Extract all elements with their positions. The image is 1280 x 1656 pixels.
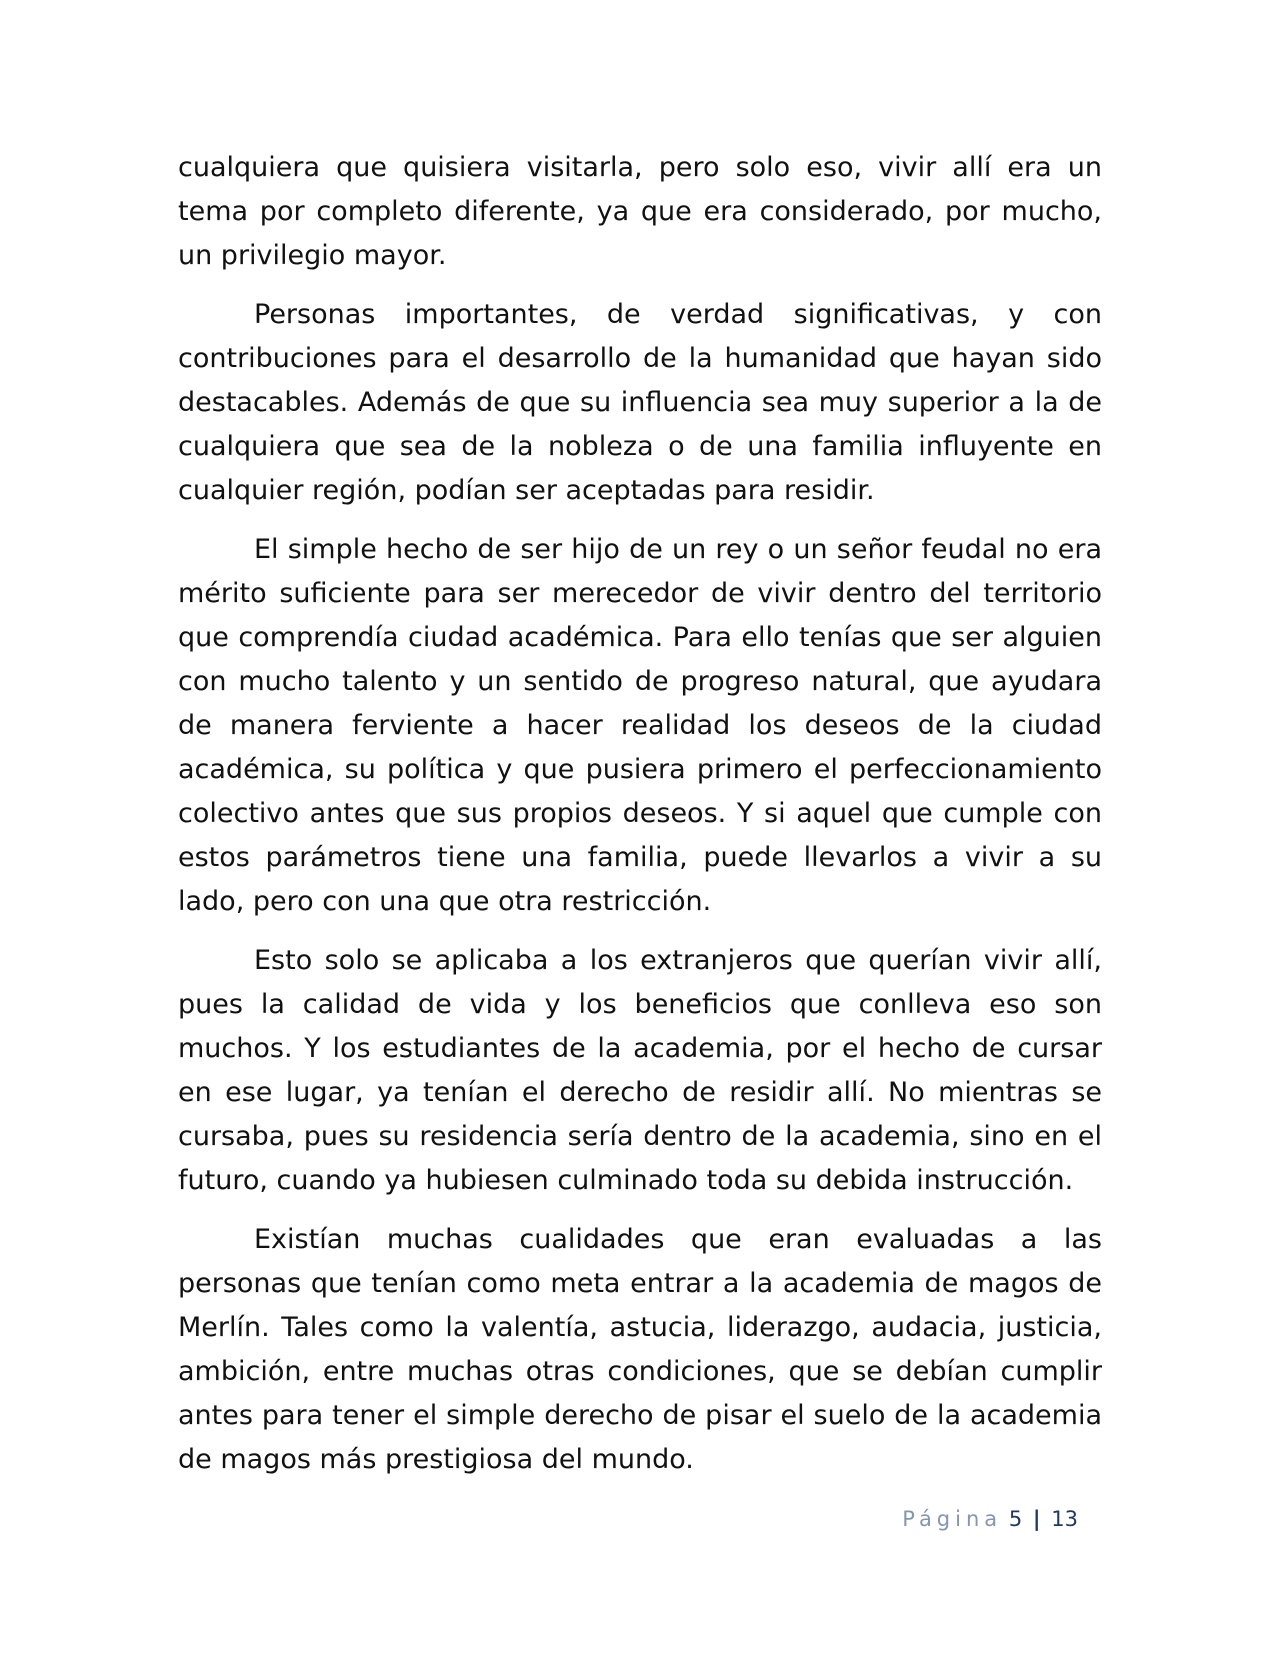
page-footer	[900, 1505, 1078, 1533]
paragraph-4: Esto solo se aplicaba a los extranjeros que querían vivir allí, pues la calidad de vida y los beneficios que conlleva eso son muchos. Y los estudiantes de la academia, por el hecho de cursar en ese lugar, ya tenían el derecho de residir allí. No mientras se cursaba, pues su residencia sería dentro de la academia, sino en el futuro, cuando ya hubiesen culminado toda su debida instrucción.	[178, 945, 1102, 1196]
current-page-number: 5	[1008, 1507, 1023, 1531]
paragraph-3: El simple hecho de ser hijo de un rey o un señor feudal no era mérito suficiente para ser merecedor de vivir dentro del territorio que comprendía ciudad académica. Para ello tenías que ser alguien con mucho talento y un sentido de progreso natural, que ayudara de manera ferviente a hacer realidad los deseos de la ciudad académica, su política y que pusiera primero el perfeccionamiento colectivo antes que sus propios deseos. Y si aquel que cumple con estos parámetros tiene una familia, puede llevarlos a vivir a su lado, pero con una que otra restricción.	[178, 534, 1102, 917]
paragraph-2: Personas importantes, de verdad significativas, y con contribuciones para el desarrollo de la humanidad que hayan sido destacables. Además de que su influencia sea muy superior a la de cualquiera que sea de la nobleza o de una familia influyente en cualquier región, podían ser aceptadas para residir.	[178, 299, 1102, 506]
paragraph-1: cualquiera que quisiera visitarla, pero solo eso, vivir allí era un tema por completo diferente, ya que era considerado, por mucho, un privilegio mayor.	[178, 152, 1102, 271]
page-label: Página	[902, 1507, 1003, 1531]
page-separator: |	[1032, 1507, 1041, 1531]
body-text	[178, 146, 1102, 1497]
paragraph-5: Existían muchas cualidades que eran evaluadas a las personas que tenían como meta entrar a la academia de magos de Merlín. Tales como la valentía, astucia, liderazgo, audacia, justicia, ambición, entre muchas otras condiciones, que se debían cumplir antes para tener el simple derecho de pisar el suelo de la academia de magos más prestigiosa del mundo.	[178, 1224, 1102, 1475]
total-pages-number: 13	[1051, 1507, 1078, 1531]
